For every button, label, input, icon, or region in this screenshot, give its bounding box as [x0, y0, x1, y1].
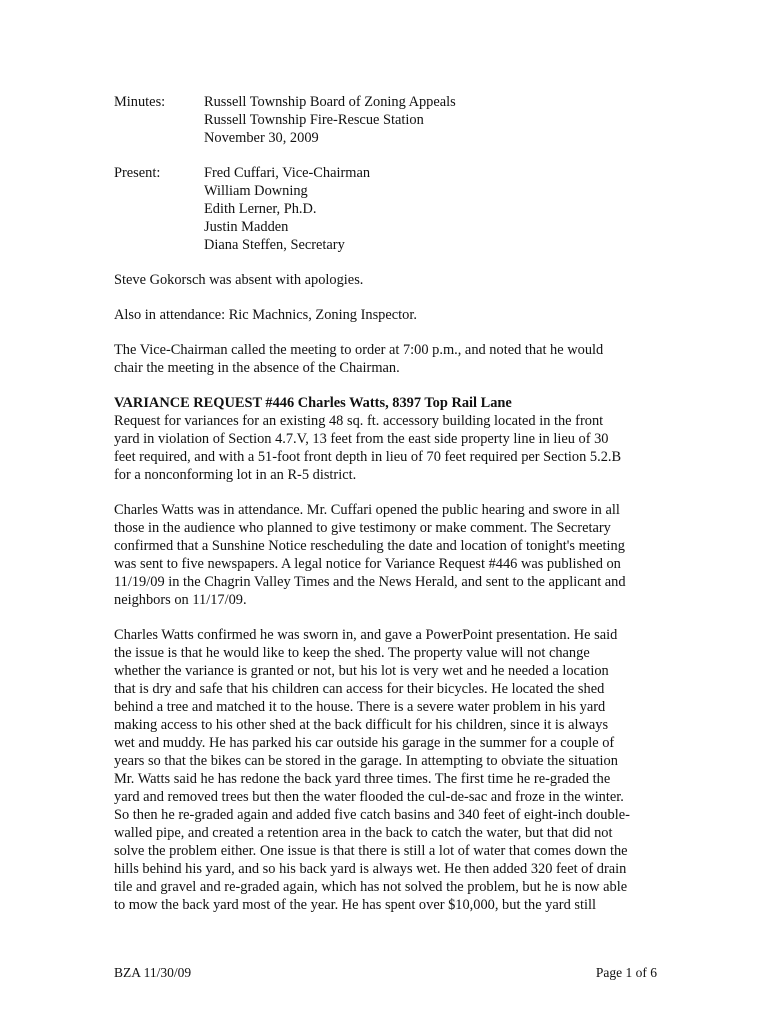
- paragraph-line: that is dry and safe that his children can access for their bicycles. He located the shed: [114, 681, 605, 697]
- paragraph-line: solve the problem either. One issue is that there is still a lot of water that comes down the: [114, 843, 628, 859]
- paragraph-line: walled pipe, and created a retention area in the back to catch the water, but that did not: [114, 825, 613, 841]
- paragraph-line: Charles Watts confirmed he was sworn in, and gave a PowerPoint presentation. He said: [114, 627, 618, 643]
- variance-heading: VARIANCE REQUEST #446 Charles Watts, 8397 Top Rail Lane: [114, 395, 512, 411]
- paragraph-line: for a nonconforming lot in an R-5 district.: [114, 467, 357, 483]
- call-to-order-paragraph: [114, 341, 660, 377]
- present-member: Diana Steffen, Secretary: [204, 237, 345, 253]
- testimony-paragraph: [114, 626, 660, 914]
- page-number: Page 1 of 6: [595, 965, 657, 980]
- variance-request-paragraph: [114, 394, 660, 484]
- paragraph-line: to mow the back yard most of the year. He has spent over $10,000, but the yard still: [114, 897, 596, 913]
- present-label: Present:: [114, 165, 161, 181]
- minutes-line: Russell Township Board of Zoning Appeals: [204, 94, 456, 110]
- paragraph-line: wet and muddy. He has parked his car outside his garage in the summer for a couple of: [114, 735, 615, 751]
- footer-meeting-ref: BZA 11/30/09: [114, 965, 192, 980]
- paragraph-line: whether the variance is granted or not, but his lot is very wet and he needed a location: [114, 663, 609, 679]
- absent-paragraph: [114, 271, 660, 289]
- paragraph-line: hills behind his yard, and so his back yard is always wet. He then added 320 feet of drain: [114, 861, 627, 877]
- paragraph-line: neighbors on 11/17/09.: [114, 592, 247, 608]
- present-member: Fred Cuffari, Vice-Chairman: [204, 165, 371, 181]
- present-field: [114, 164, 660, 254]
- attendance-paragraph: [114, 306, 660, 324]
- minutes-field: [114, 93, 660, 147]
- present-member: Edith Lerner, Ph.D.: [204, 201, 317, 217]
- absent-text: Steve Gokorsch was absent with apologies.: [114, 272, 364, 288]
- paragraph-line: 11/19/09 in the Chagrin Valley Times and the News Herald, and sent to the applicant and: [114, 574, 626, 590]
- paragraph-line: Request for variances for an existing 48 sq. ft. accessory building located in the front: [114, 413, 604, 429]
- present-lines: [204, 164, 370, 254]
- paragraph-line: chair the meeting in the absence of the Chairman.: [114, 360, 400, 376]
- paragraph-line: yard and removed trees but then the water flooded the cul-de-sac and froze in the winter.: [114, 789, 624, 805]
- paragraph-line: tile and gravel and re-graded again, which has not solved the problem, but he is now able: [114, 879, 628, 895]
- paragraph-line: was sent to five newspapers. A legal notice for Variance Request #446 was published on: [114, 556, 621, 572]
- paragraph-line: the issue is that he would like to keep the shed. The property value will not change: [114, 645, 590, 661]
- paragraph-line: confirmed that a Sunshine Notice rescheduling the date and location of tonight's meeting: [114, 538, 625, 554]
- attendance-text: Also in attendance: Ric Machnics, Zoning Inspector.: [114, 307, 417, 323]
- page-footer: [114, 964, 657, 982]
- paragraph-line: behind a tree and matched it to the house. There is a severe water problem in his yard: [114, 699, 606, 715]
- paragraph-line: So then he re-graded again and added five catch basins and 340 feet of eight-inch double-: [114, 807, 630, 823]
- paragraph-line: yard in violation of Section 4.7.V, 13 feet from the east side property line in lieu of 30: [114, 431, 609, 447]
- paragraph-line: years so that the bikes can be stored in the garage. In attempting to obviate the situation: [114, 753, 618, 769]
- paragraph-line: Mr. Watts said he has redone the back yard three times. The first time he re-graded the: [114, 771, 611, 787]
- present-member: William Downing: [204, 183, 308, 199]
- document-body: [114, 93, 660, 931]
- minutes-line: Russell Township Fire-Rescue Station: [204, 112, 424, 128]
- paragraph-line: feet required, and with a 51-foot front depth in lieu of 70 feet required per Section 5.2.B: [114, 449, 622, 465]
- paragraph-line: The Vice-Chairman called the meeting to order at 7:00 p.m., and noted that he would: [114, 342, 604, 358]
- present-member: Justin Madden: [204, 219, 289, 235]
- minutes-label: Minutes:: [114, 94, 166, 110]
- minutes-lines: [204, 93, 456, 147]
- paragraph-line: those in the audience who planned to give testimony or make comment. The Secretary: [114, 520, 611, 536]
- hearing-paragraph: [114, 501, 660, 609]
- minutes-line: November 30, 2009: [204, 130, 319, 146]
- paragraph-line: making access to his other shed at the back difficult for his children, since it is always: [114, 717, 609, 733]
- paragraph-line: Charles Watts was in attendance. Mr. Cuffari opened the public hearing and swore in all: [114, 502, 620, 518]
